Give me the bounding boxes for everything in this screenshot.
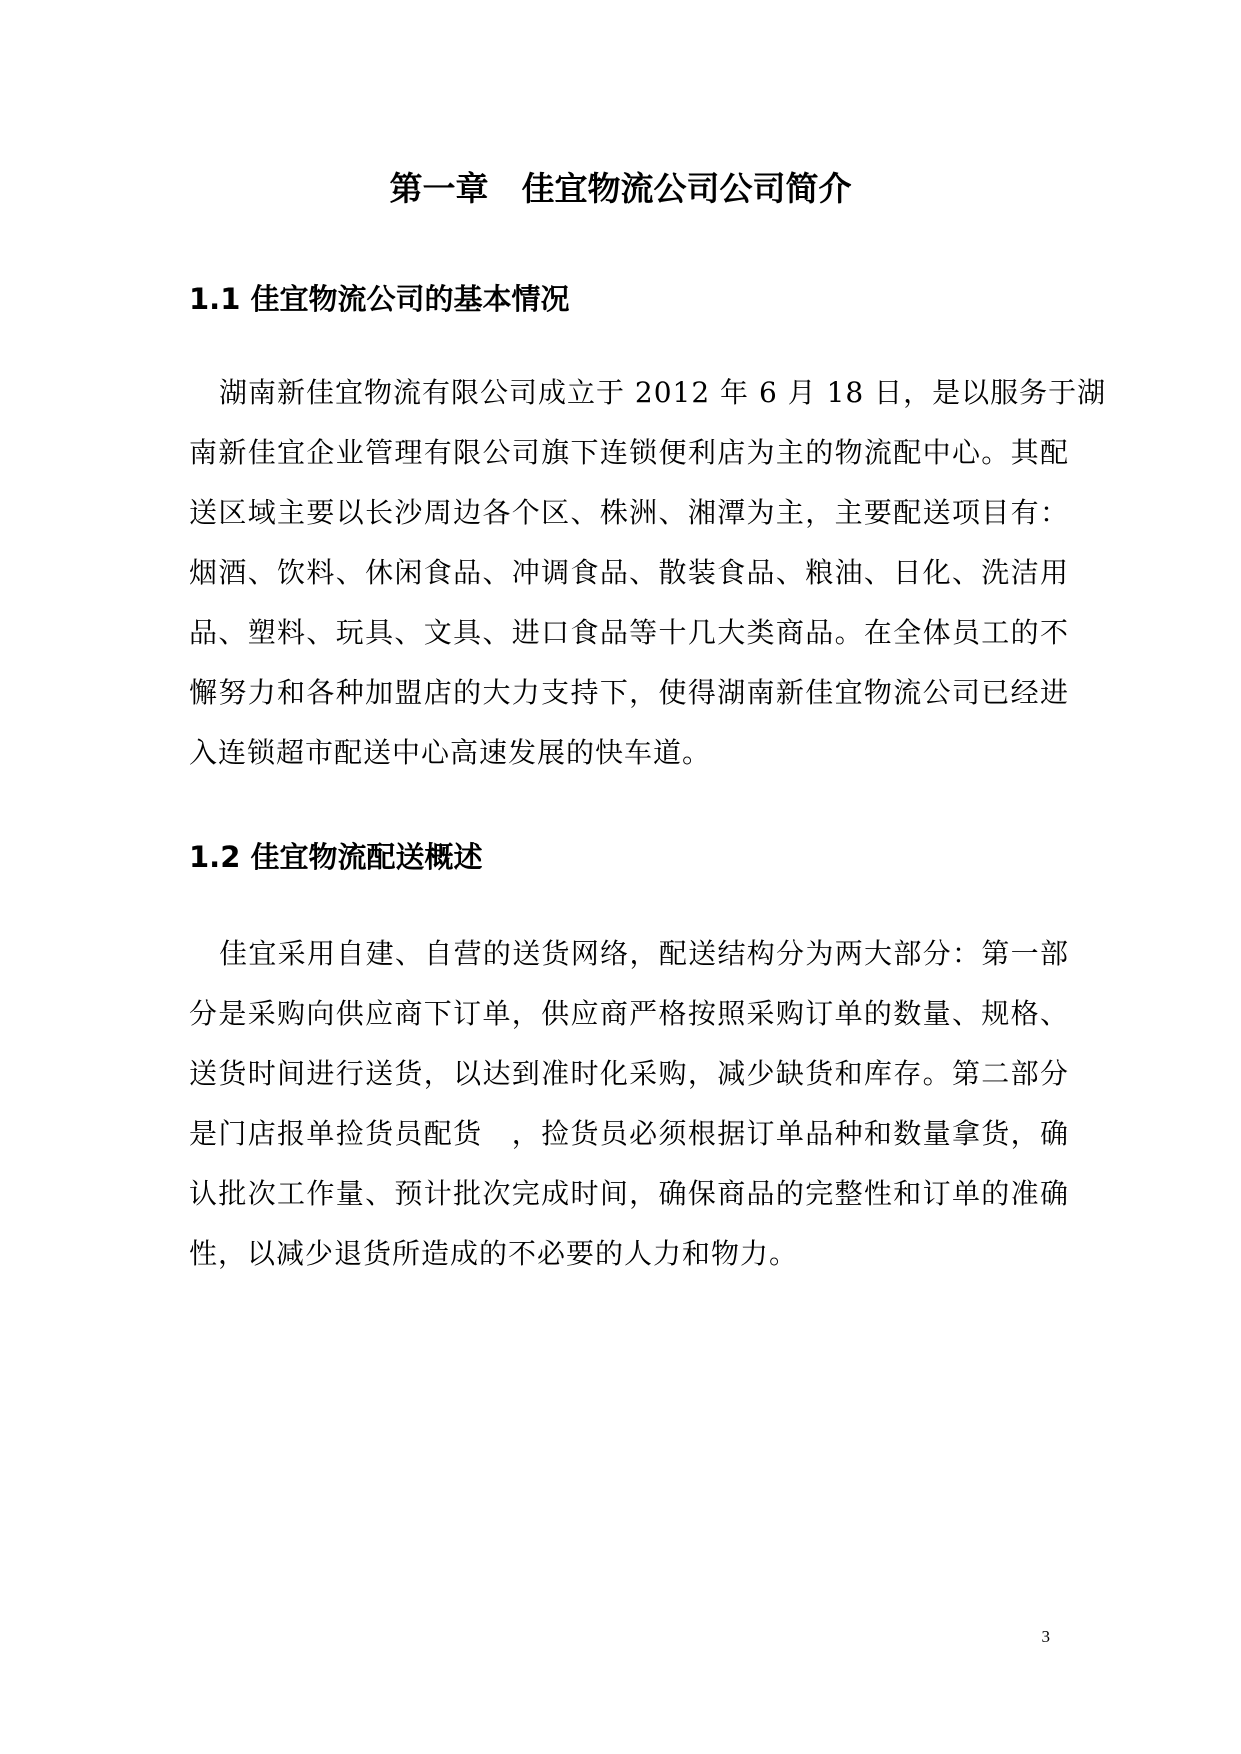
paragraph-line: 送货时间进行送货，以达到准时化采购，减少缺货和库存。第二部分 (189, 1057, 1069, 1090)
section-heading-1-2: 1.2 佳宜物流配送概述 (189, 840, 483, 874)
paragraph-line: 懈努力和各种加盟店的大力支持下，使得湖南新佳宜物流公司已经进 (189, 676, 1069, 709)
section-heading-1-1: 1.1 佳宜物流公司的基本情况 (189, 282, 570, 316)
paragraph-line: 是门店报单捡货员配货 ，捡货员必须根据订单品种和数量拿货，确 (189, 1117, 1069, 1150)
paragraph-line: 佳宜采用自建、自营的送货网络，配送结构分为两大部分：第一部 (219, 937, 1069, 970)
paragraph-line: 性，以减少退货所造成的不必要的人力和物力。 (189, 1237, 799, 1270)
paragraph-line: 分是采购向供应商下订单，供应商严格按照采购订单的数量、规格、 (189, 997, 1069, 1030)
paragraph-line: 烟酒、饮料、休闲食品、冲调食品、散装食品、粮油、日化、洗洁用 (189, 556, 1069, 589)
paragraph-line: 湖南新佳宜物流有限公司成立于 2012 年 6 月 18 日，是以服务于湖 (219, 376, 1107, 409)
paragraph-line: 南新佳宜企业管理有限公司旗下连锁便利店为主的物流配中心。其配 (189, 436, 1069, 469)
paragraph-line: 送区域主要以长沙周边各个区、株洲、湘潭为主，主要配送项目有： (189, 496, 1069, 529)
paragraph-line: 认批次工作量、预计批次完成时间，确保商品的完整性和订单的准确 (189, 1177, 1069, 1210)
paragraph-line: 品、塑料、玩具、文具、进口食品等十几大类商品。在全体员工的不 (189, 616, 1069, 649)
paragraph-basic-situation (189, 363, 1107, 783)
paragraph-line: 入连锁超市配送中心高速发展的快车道。 (189, 736, 712, 769)
paragraph-distribution-overview (189, 924, 1069, 1284)
page-number: 3 (1041, 1627, 1050, 1646)
chapter-title: 第一章 佳宜物流公司公司简介 (389, 169, 852, 208)
